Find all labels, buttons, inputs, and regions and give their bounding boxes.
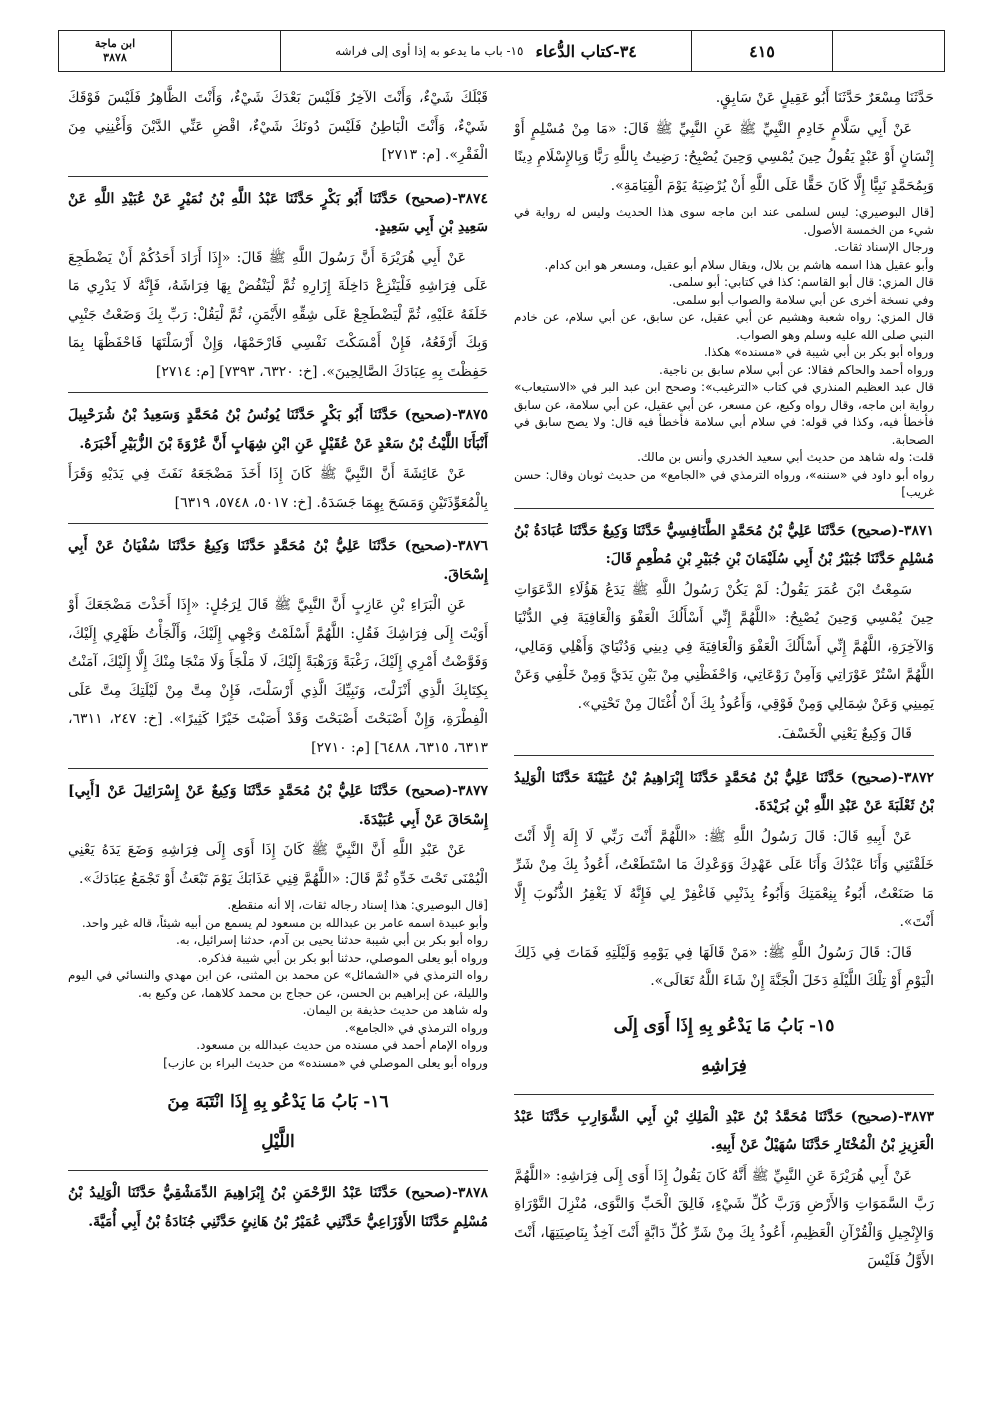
source-label: ابن ماجة [94, 37, 136, 50]
hadith-text: عَنْ أَبِي هُرَيْرَةَ عَنِ النَّبِيِّ ﷺ أَنَّهُ كَانَ يَقُولُ إِذَا أَوَى إِلَى فِرَاشِهِ: «اللَّهُمَّ رَبَّ السَّمَوَاتِ وَالأَرْضِ وَرَبَّ كُلِّ شَيْءٍ، فَالِقَ الْحَبِّ وَالنَّوَى، مُنْزِلَ التَّوْرَاةِ وَالإِنْجِيلِ وَالْقُرْآنِ الْعَظِيمِ، أَعُوذُ بِكَ مِنْ شَرِّ كُلِّ دَابَّةٍ أَنْتَ آخِذٌ بِنَاصِيَتِهَا، أَنْتَ الأَوَّلُ فَلَيْسَ [514, 1167, 934, 1269]
note-line: قال المزي: قال أبو القاسم: كذا في كتابي: أبو سلمى. [668, 275, 934, 289]
note-line: قال عبد العظيم المنذري في كتاب «الترغيب»: وصحح ابن عبد البر في «الاستيعاب» رواية ابن ماجه، وقال رواه وكيع، عن مسعر، عن أبي عقيل، عن أبي سلامة، عن سابق فأخطأ فيه، وكذا في قوله: في سلام أبي سلامة فأخطأ فيه قال: ولا يصح سابق في الصحابة. [514, 380, 934, 447]
hadith-text: عَنْ عَائِشَةَ أَنَّ النَّبِيَّ ﷺ كَانَ إِذَا أَخَذَ مَضْجَعَهُ نَفَثَ فِي يَدَيْهِ وَقَرَأَ بِالْمُعَوِّذَتَيْنِ وَمَسَحَ بِهِمَا جَسَدَهُ. [خ: ٥٠١٧، ٥٧٤٨، ٦٣١٩] [68, 466, 488, 511]
hadith-text: سَمِعْتُ ابْنَ عُمَرَ يَقُولُ: لَمْ يَكُنْ رَسُولُ اللَّهِ ﷺ يَدَعُ هَؤُلَاءِ الدَّعَوَاتِ حِينَ يُمْسِي وَحِينَ يُصْبِحُ: «اللَّهُمَّ إِنِّي أَسْأَلُكَ الْعَفْوَ وَالْعَافِيَةَ فِي الدُّنْيَا وَالآخِرَةِ، اللَّهُمَّ إِنِّي أَسْأَلُكَ الْعَفْوَ وَالْعَافِيَةَ فِي دِينِي وَدُنْيَايَ وَأَهْلِي وَمَالِي، اللَّهُمَّ اسْتُرْ عَوْرَاتِي وَآمِنْ رَوْعَاتِي، وَاحْفَظْنِي مِنْ بَيْنِ يَدَيَّ وَمِنْ خَلْفِي وَعَنْ يَمِينِي وَعَنْ شِمَالِي وَمِنْ فَوْقِي، وَأَعُوذُ بِكَ أَنْ أُغْتَالَ مِنْ تَحْتِي». [514, 581, 934, 712]
page-number: ٤١٥ [691, 31, 832, 71]
hadith-chain: ٣٨٧٣-(صحيح) حَدَّثَنَا مُحَمَّدُ بْنُ عَبْدِ الْمَلِكِ بْنِ أَبِي الشَّوَارِبِ حَدَّثَنَا عَبْدُ الْعَزِيزِ بْنُ الْمُخْتَارِ حَدَّثَنَا سُهَيْلٌ عَنْ أَبِيهِ. [514, 1108, 934, 1153]
chapter-heading-line: ١٥- بَابُ مَا يَدْعُو بِهِ إِذَا أَوَى إِلَى [613, 1015, 835, 1036]
paragraph: قَبْلَكَ شَيْءٌ، وَأَنْتَ الآخِرُ فَلَيْسَ بَعْدَكَ شَيْءٌ، وَأَنْتَ الظَّاهِرُ فَلَيْسَ فَوْقَكَ شَيْءٌ، وَأَنْتَ الْبَاطِنُ فَلَيْسَ دُونَكَ شَيْءٌ، اقْضِ عَنِّي الدَّيْنَ وَأَغْنِنِي مِنَ الْفَقْرِ». [م: ٢٧١٣] [68, 90, 488, 163]
hadith-chain: ٣٨٧٥-(صحيح) حَدَّثَنَا أَبُو بَكْرٍ حَدَّثَنَا يُونُسُ بْنُ مُحَمَّدٍ وَسَعِيدُ بْنُ شُرَحْبِيلَ أَنْبَأَنَا اللَّيْثُ بْنُ سَعْدٍ عَنْ عُقَيْلٍ عَنِ ابْنِ شِهَابٍ أَنَّ عُرْوَةَ بْنَ الزُّبَيْرِ أَخْبَرَهُ. [68, 407, 488, 452]
note-line: رواه أبو داود في «سننه»، ورواه الترمذي في «الجامع» من حديث ثوبان وقال: حسن غريب] [514, 467, 934, 499]
commentary-notes [514, 204, 934, 502]
note-line: [قال البوصيري: ليس لسلمى عند ابن ماجه سوى هذا الحديث وليس له رواية في شيء من الخمسة الأصول. [514, 205, 934, 237]
chapter-heading [514, 1006, 934, 1086]
hadith-chain: ٣٨٧٧-(صحيح) حَدَّثَنَا عَلِيُّ بْنُ مُحَمَّدٍ حَدَّثَنَا وَكِيعٌ عَنْ إِسْرَائِيلَ عَنْ [أَبِي] إِسْحَاقَ عَنْ أَبِي عُبَيْدَةَ. [68, 783, 488, 828]
chapter-heading-line: فِرَاشِهِ [701, 1055, 747, 1076]
note-line: وله شاهد من حديث حذيفة بن اليمان. [302, 1003, 488, 1017]
right-column [514, 84, 934, 1278]
note-line: ورواه الإمام أحمد في مسنده من حديث عبدالله بن مسعود. [196, 1038, 488, 1052]
note-line: ورواه أحمد والحاكم فقالا: عن أبي سلام سابق بن ناجية. [659, 362, 934, 377]
chapter-heading-line: ١٦- بَابُ مَا يَدْعُو بِهِ إِذَا انْتَبَهَ مِنَ [167, 1092, 389, 1112]
divider [68, 176, 488, 177]
paragraph: قَالَ: قَالَ رَسُولُ اللَّهِ ﷺ: «مَنْ قَالَهَا فِي يَوْمِهِ وَلَيْلَتِهِ فَمَاتَ فِي ذَلِكَ الْيَوْمِ أَوْ تِلْكَ اللَّيْلَةِ دَخَلَ الْجَنَّةَ إِنْ شَاءَ اللَّهُ تَعَالَى». [514, 944, 934, 989]
hadith-text: عَنْ عَبْدِ اللَّهِ أَنَّ النَّبِيَّ ﷺ كَانَ إِذَا أَوَى إِلَى فِرَاشِهِ وَضَعَ يَدَهُ يَعْنِي الْيُمْنَى تَحْتَ خَدِّهِ ثُمَّ قَالَ: «اللَّهُمَّ قِنِي عَذَابَكَ يَوْمَ تَبْعَثُ أَوْ تَجْمَعُ عِبَادَكَ». [68, 842, 488, 887]
note-line: رواه الترمذي في «الشمائل» عن محمد بن المثنى، عن ابن مهدي والنسائي في اليوم والليلة، عن إبراهيم بن الحسن، عن حجاج بن محمد كلاهما، عن وكيع به. [68, 968, 488, 1000]
note-line: ورواه أبو يعلى الموصلي في «مسنده» من حديث البراء بن عازب] [163, 1055, 488, 1070]
page-header [58, 30, 945, 72]
divider [68, 768, 488, 769]
note-line: وأبو عقيل هذا اسمه هاشم بن بلال، ويقال سلام أبو عقيل، ومسعر هو ابن كدام. [544, 257, 934, 272]
divider [68, 392, 488, 393]
chapter-title: ١٥- باب ما يدعو به إذا أوى إلى فراشه [335, 44, 524, 58]
hadith-text: عَنِ الْبَرَاءِ بْنِ عَازِبٍ أَنَّ النَّبِيَّ ﷺ قَالَ لِرَجُلٍ: «إِذَا أَخَذْتَ مَضْجَعَكَ أَوْ أَوَيْتَ إِلَى فِرَاشِكَ فَقُلِ: اللَّهُمَّ أَسْلَمْتُ وَجْهِي إِلَيْكَ، وَأَلْجَأْتُ ظَهْرِي إِلَيْكَ، وَفَوَّضْتُ أَمْرِي إِلَيْكَ، رَغْبَةً وَرَهْبَةً إِلَيْكَ، لَا مَلْجَأَ وَلَا مَنْجَا مِنْكَ إِلَّا إِلَيْكَ، آمَنْتُ بِكِتَابِكَ الَّذِي أَنْزَلْتَ، وَنَبِيِّكَ الَّذِي أَرْسَلْتَ، فَإِنْ مِتَّ مِنْ لَيْلَتِكَ مِتَّ عَلَى الْفِطْرَةِ، وَإِنْ أَصْبَحْتَ أَصْبَحْتَ وَقَدْ أَصَبْتَ خَيْرًا كَثِيرًا». [خ: ٢٤٧، ٦٣١١، ٦٣١٣، ٦٣١٥، ٦٤٨٨] [م: ٢٧١٠] [68, 597, 489, 756]
note-line: وفي نسخة أخرى عن أبي سلامة والصواب أبو سلمى. [672, 292, 934, 307]
divider [514, 755, 934, 756]
hadith-chain: ٣٨٧٨-(صحيح) حَدَّثَنَا عَبْدُ الرَّحْمَنِ بْنُ إِبْرَاهِيمَ الدِّمَشْقِيُّ حَدَّثَنَا الْوَلِيدُ بْنُ مُسْلِمٍ حَدَّثَنَا الأَوْزَاعِيُّ حَدَّثَنِي عُمَيْرُ بْنُ هَانِئٍ حَدَّثَنِي جُنَادَةُ بْنُ أَبِي أُمَيَّةَ. [68, 1185, 488, 1230]
source-number: ٣٨٧٨ [103, 51, 127, 64]
note-line: قال المزي: رواه شعبة وهشيم عن أبي عقيل، عن سابق، عن أبي سلام، عن خادم النبي صلى الله عليه وسلم وهو الصواب. [514, 310, 934, 342]
note-line: قلت: وله شاهد من حديث أبي سعيد الخدري وأنس بن مالك. [637, 450, 934, 464]
source-reference-box [59, 31, 171, 71]
commentary-notes [68, 897, 488, 1072]
hadith-text: عَنْ أَبِي سَلَّامٍ خَادِمِ النَّبِيِّ ﷺ عَنِ النَّبِيِّ ﷺ قَالَ: «مَا مِنْ مُسْلِمٍ أَوْ إِنْسَانٍ أَوْ عَبْدٍ يَقُولُ حِينَ يُمْسِي وَحِينَ يُصْبِحُ: رَضِيتُ بِاللَّهِ رَبًّا وَبِالإِسْلَامِ دِينًا وَبِمُحَمَّدٍ نَبِيًّا إِلَّا كَانَ حَقًّا عَلَى اللَّهِ أَنْ يُرْضِيَهُ يَوْمَ الْقِيَامَةِ». [514, 120, 934, 194]
divider [68, 523, 488, 524]
hadith-chain: ٣٨٧١-(صحيح) حَدَّثَنَا عَلِيُّ بْنُ مُحَمَّدٍ الطَّنَافِسِيُّ حَدَّثَنَا وَكِيعٌ حَدَّثَنَا عُبَادَةُ بْنُ مُسْلِمٍ حَدَّثَنَا جُبَيْرُ بْنُ أَبِي سُلَيْمَانَ بْنِ جُبَيْرِ بْنِ مُطْعِمٍ قَالَ: [514, 522, 934, 567]
chapter-heading [68, 1082, 488, 1162]
paragraph: حَدَّثَنَا مِسْعَرٌ حَدَّثَنَا أَبُو عَقِيلٍ عَنْ سَابِقٍ. [715, 90, 934, 106]
note-line: ورواه أبو بكر بن أبي شيبة في «مسنده» هكذا. [703, 345, 934, 359]
hadith-chain: ٣٨٧٦-(صحيح) حَدَّثَنَا عَلِيُّ بْنُ مُحَمَّدٍ حَدَّثَنَا وَكِيعٌ حَدَّثَنَا سُفْيَانُ عَنْ أَبِي إِسْحَاقَ. [68, 538, 488, 583]
header-title-cell [280, 31, 691, 71]
header-empty-cell [171, 31, 280, 71]
divider [514, 1094, 934, 1095]
divider [514, 508, 934, 509]
hadith-chain: ٣٨٧٢-(صحيح) حَدَّثَنَا عَلِيُّ بْنُ مُحَمَّدٍ حَدَّثَنَا إِبْرَاهِيمُ بْنُ عُيَيْنَةَ حَدَّثَنَا الْوَلِيدُ بْنُ ثَعْلَبَةَ عَنْ عَبْدِ اللَّهِ بْنِ بُرَيْدَةَ. [514, 769, 934, 814]
paragraph: قَالَ وَكِيعٌ يَعْنِي الْخَسْفَ. [777, 726, 912, 742]
divider [68, 1170, 488, 1171]
chapter-heading-line: اللَّيْلِ [261, 1132, 295, 1152]
header-empty-cell [832, 31, 944, 71]
hadith-text: عَنْ أَبِيهِ قَالَ: قَالَ رَسُولُ اللَّهِ ﷺ: «اللَّهُمَّ أَنْتَ رَبِّي لَا إِلَهَ إِلَّا أَنْتَ خَلَقْتَنِي وَأَنَا عَبْدُكَ وَأَنَا عَلَى عَهْدِكَ وَوَعْدِكَ مَا اسْتَطَعْتُ، أَعُوذُ بِكَ مِنْ شَرِّ مَا صَنَعْتُ، أَبُوءُ بِنِعْمَتِكَ وَأَبُوءُ بِذَنْبِي فَاغْفِرْ لِي فَإِنَّهُ لَا يَغْفِرُ الذُّنُوبَ إِلَّا أَنْتَ». [514, 828, 934, 930]
note-line: رواه أبو بكر بن أبي شيبة حدثنا يحيى بن آدم، حدثنا إسرائيل، به. [175, 933, 488, 947]
left-column [68, 84, 488, 1238]
note-line: وأبو عبيدة اسمه عامر بن عبدالله بن مسعود لم يسمع من أبيه شيئاً، قاله غير واحد. [81, 915, 488, 930]
hadith-text: عَنْ أَبِي هُرَيْرَةَ أَنَّ رَسُولَ اللَّهِ ﷺ قَالَ: «إِذَا أَرَادَ أَحَدُكُمْ أَنْ يَضْطَجِعَ عَلَى فِرَاشِهِ فَلْيَنْزِعْ دَاخِلَةَ إِزَارِهِ ثُمَّ لْيَنْفُضْ بِهَا فِرَاشَهُ، فَإِنَّهُ لَا يَدْرِي مَا خَلَفَهُ عَلَيْهِ، ثُمَّ لْيَضْطَجِعْ عَلَى شِقِّهِ الأَيْمَنِ، ثُمَّ لْيَقُلْ: رَبِّ بِكَ وَضَعْتُ جَنْبِي وَبِكَ أَرْفَعُهُ، فَإِنْ أَمْسَكْتَ نَفْسِي فَارْحَمْهَا، وَإِنْ أَرْسَلْتَهَا فَاحْفَظْهَا بِمَا حَفِظْتَ بِهِ عِبَادَكَ الصَّالِحِينَ». [خ: ٦٣٢٠، ٧٣٩٣] [م: ٢٧١٤] [68, 249, 488, 380]
note-line: [قال البوصيري: هذا إسناد رجاله ثقات، إلا أنه منقطع. [227, 898, 488, 912]
hadith-chain: ٣٨٧٤-(صحيح) حَدَّثَنَا أَبُو بَكْرٍ حَدَّثَنَا عَبْدُ اللَّهِ بْنُ نُمَيْرٍ عَنْ عُبَيْدِ اللَّهِ عَنْ سَعِيدِ بْنِ أَبِي سَعِيدٍ. [68, 190, 488, 235]
note-line: ورواه أبو يعلى الموصلي، حدثنا أبو بكر بن أبي شيبة فذكره. [197, 950, 488, 965]
book-title: ٣٤-كتاب الدُّعاء [535, 41, 637, 61]
note-line: ورواه الترمذي في «الجامع». [344, 1020, 488, 1035]
note-line: ورجال الإسناد ثقات. [833, 240, 934, 254]
